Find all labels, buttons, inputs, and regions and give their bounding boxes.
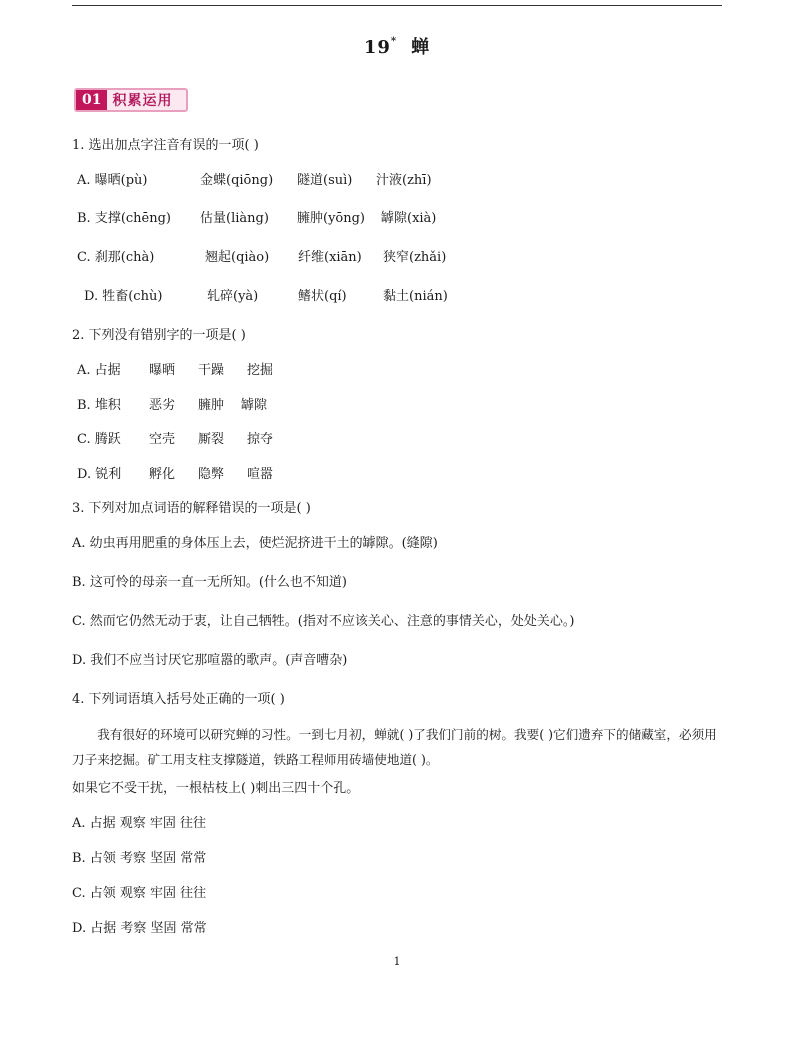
q1-stem: 1. 选出加点字注音有误的一项( )	[72, 138, 259, 153]
q1-c-3: 纤维(xiān)	[298, 250, 362, 265]
q4-option-c: C. 占领 观察 牢固 往往	[72, 886, 207, 901]
q1-c-2: 翘起(qiào)	[205, 250, 270, 265]
q2-b-1: B. 堆积	[77, 398, 121, 413]
section-badge	[74, 88, 188, 112]
page-number: 1	[393, 955, 401, 968]
q2-d-3: 隐弊	[198, 467, 225, 482]
q3-stem: 3. 下列对加点词语的解释错误的一项是( )	[72, 501, 311, 516]
title-star: *	[390, 36, 398, 47]
q1-b-2: 估量(liàng)	[200, 211, 269, 226]
section-label: 积累运用	[112, 93, 173, 109]
q1-b-1: B. 支撑(chēng)	[77, 211, 172, 226]
q1-c-4: 狭窄(zhǎi)	[383, 250, 447, 265]
q1-b-3: 臃肿(yōng)	[297, 211, 366, 226]
top-rule	[72, 5, 722, 6]
q4-stem: 4. 下列词语填入括号处正确的一项( )	[72, 692, 285, 707]
q2-c-3: 厮裂	[198, 432, 225, 447]
q2-a-4: 挖掘	[247, 363, 274, 378]
q1-d-3: 鳍状(qí)	[298, 289, 347, 304]
q4-option-a: A. 占据 观察 牢固 往往	[72, 816, 207, 831]
q2-b-2: 恶劣	[149, 398, 176, 413]
q1-a-3: 隧道(suì)	[297, 173, 353, 188]
q4-option-d: D. 占据 考察 坚固 常常	[72, 921, 207, 936]
q3-option-c: C. 然而它仍然无动于衷，让自己牺牲。(指对不应该关心、注意的事情关心，处处关心。)	[72, 614, 575, 629]
q2-c-2: 空壳	[149, 432, 176, 447]
q4-passage: 我有很好的环境可以研究蝉的习性。一到七月初，蝉就( )了我们门前的树。我要( )它们遗弃下的储藏室，必须用刀子来挖掘。矿工用支柱支撑隧道，铁路工程师用砖墙使地道( )。	[72, 727, 717, 767]
q4-passage-continued: 如果它不受干扰，一根枯枝上( )刺出三四十个孔。	[72, 781, 360, 796]
q4-option-b: B. 占领 考察 坚固 常常	[72, 851, 207, 866]
q2-a-2: 曝晒	[149, 363, 176, 378]
q1-a-4: 汁液(zhī)	[376, 173, 432, 188]
q2-d-1: D. 锐利	[77, 467, 122, 482]
q2-a-3: 干躁	[198, 363, 225, 378]
title-word: 蝉	[411, 37, 431, 58]
q2-d-2: 孵化	[149, 467, 176, 482]
q3-option-a: A. 幼虫再用肥重的身体压上去，使烂泥挤进干土的罅隙。(缝隙)	[72, 536, 438, 551]
q2-a-1: A. 占据	[77, 363, 121, 378]
page-title	[0, 33, 794, 59]
q3-option-b: B. 这可怜的母亲一直一无所知。(什么也不知道)	[72, 575, 347, 590]
q2-stem: 2. 下列没有错别字的一项是( )	[72, 328, 246, 343]
q2-d-4: 喧嚣	[247, 467, 274, 482]
q1-d-4: 黏土(nián)	[383, 289, 448, 304]
title-number: 19	[363, 37, 391, 58]
q1-c-1: C. 刹那(chà)	[77, 250, 155, 265]
section-number: 01	[76, 90, 107, 110]
q3-option-d: D. 我们不应当讨厌它那喧嚣的歌声。(声音嘈杂)	[72, 653, 348, 668]
q1-a-2: 金蝶(qiōng)	[200, 173, 274, 188]
q1-d-1: D. 牲畜(chù)	[84, 289, 163, 304]
q1-b-4: 罅隙(xià)	[381, 211, 437, 226]
q2-b-4: 罅隙	[241, 398, 268, 413]
q2-b-3: 臃肿	[198, 398, 225, 413]
q1-a-1: A. 曝晒(pù)	[77, 173, 148, 188]
q2-c-1: C. 腾跃	[77, 432, 121, 447]
q2-c-4: 掠夺	[247, 432, 274, 447]
q1-d-2: 轧碎(yà)	[207, 289, 259, 304]
